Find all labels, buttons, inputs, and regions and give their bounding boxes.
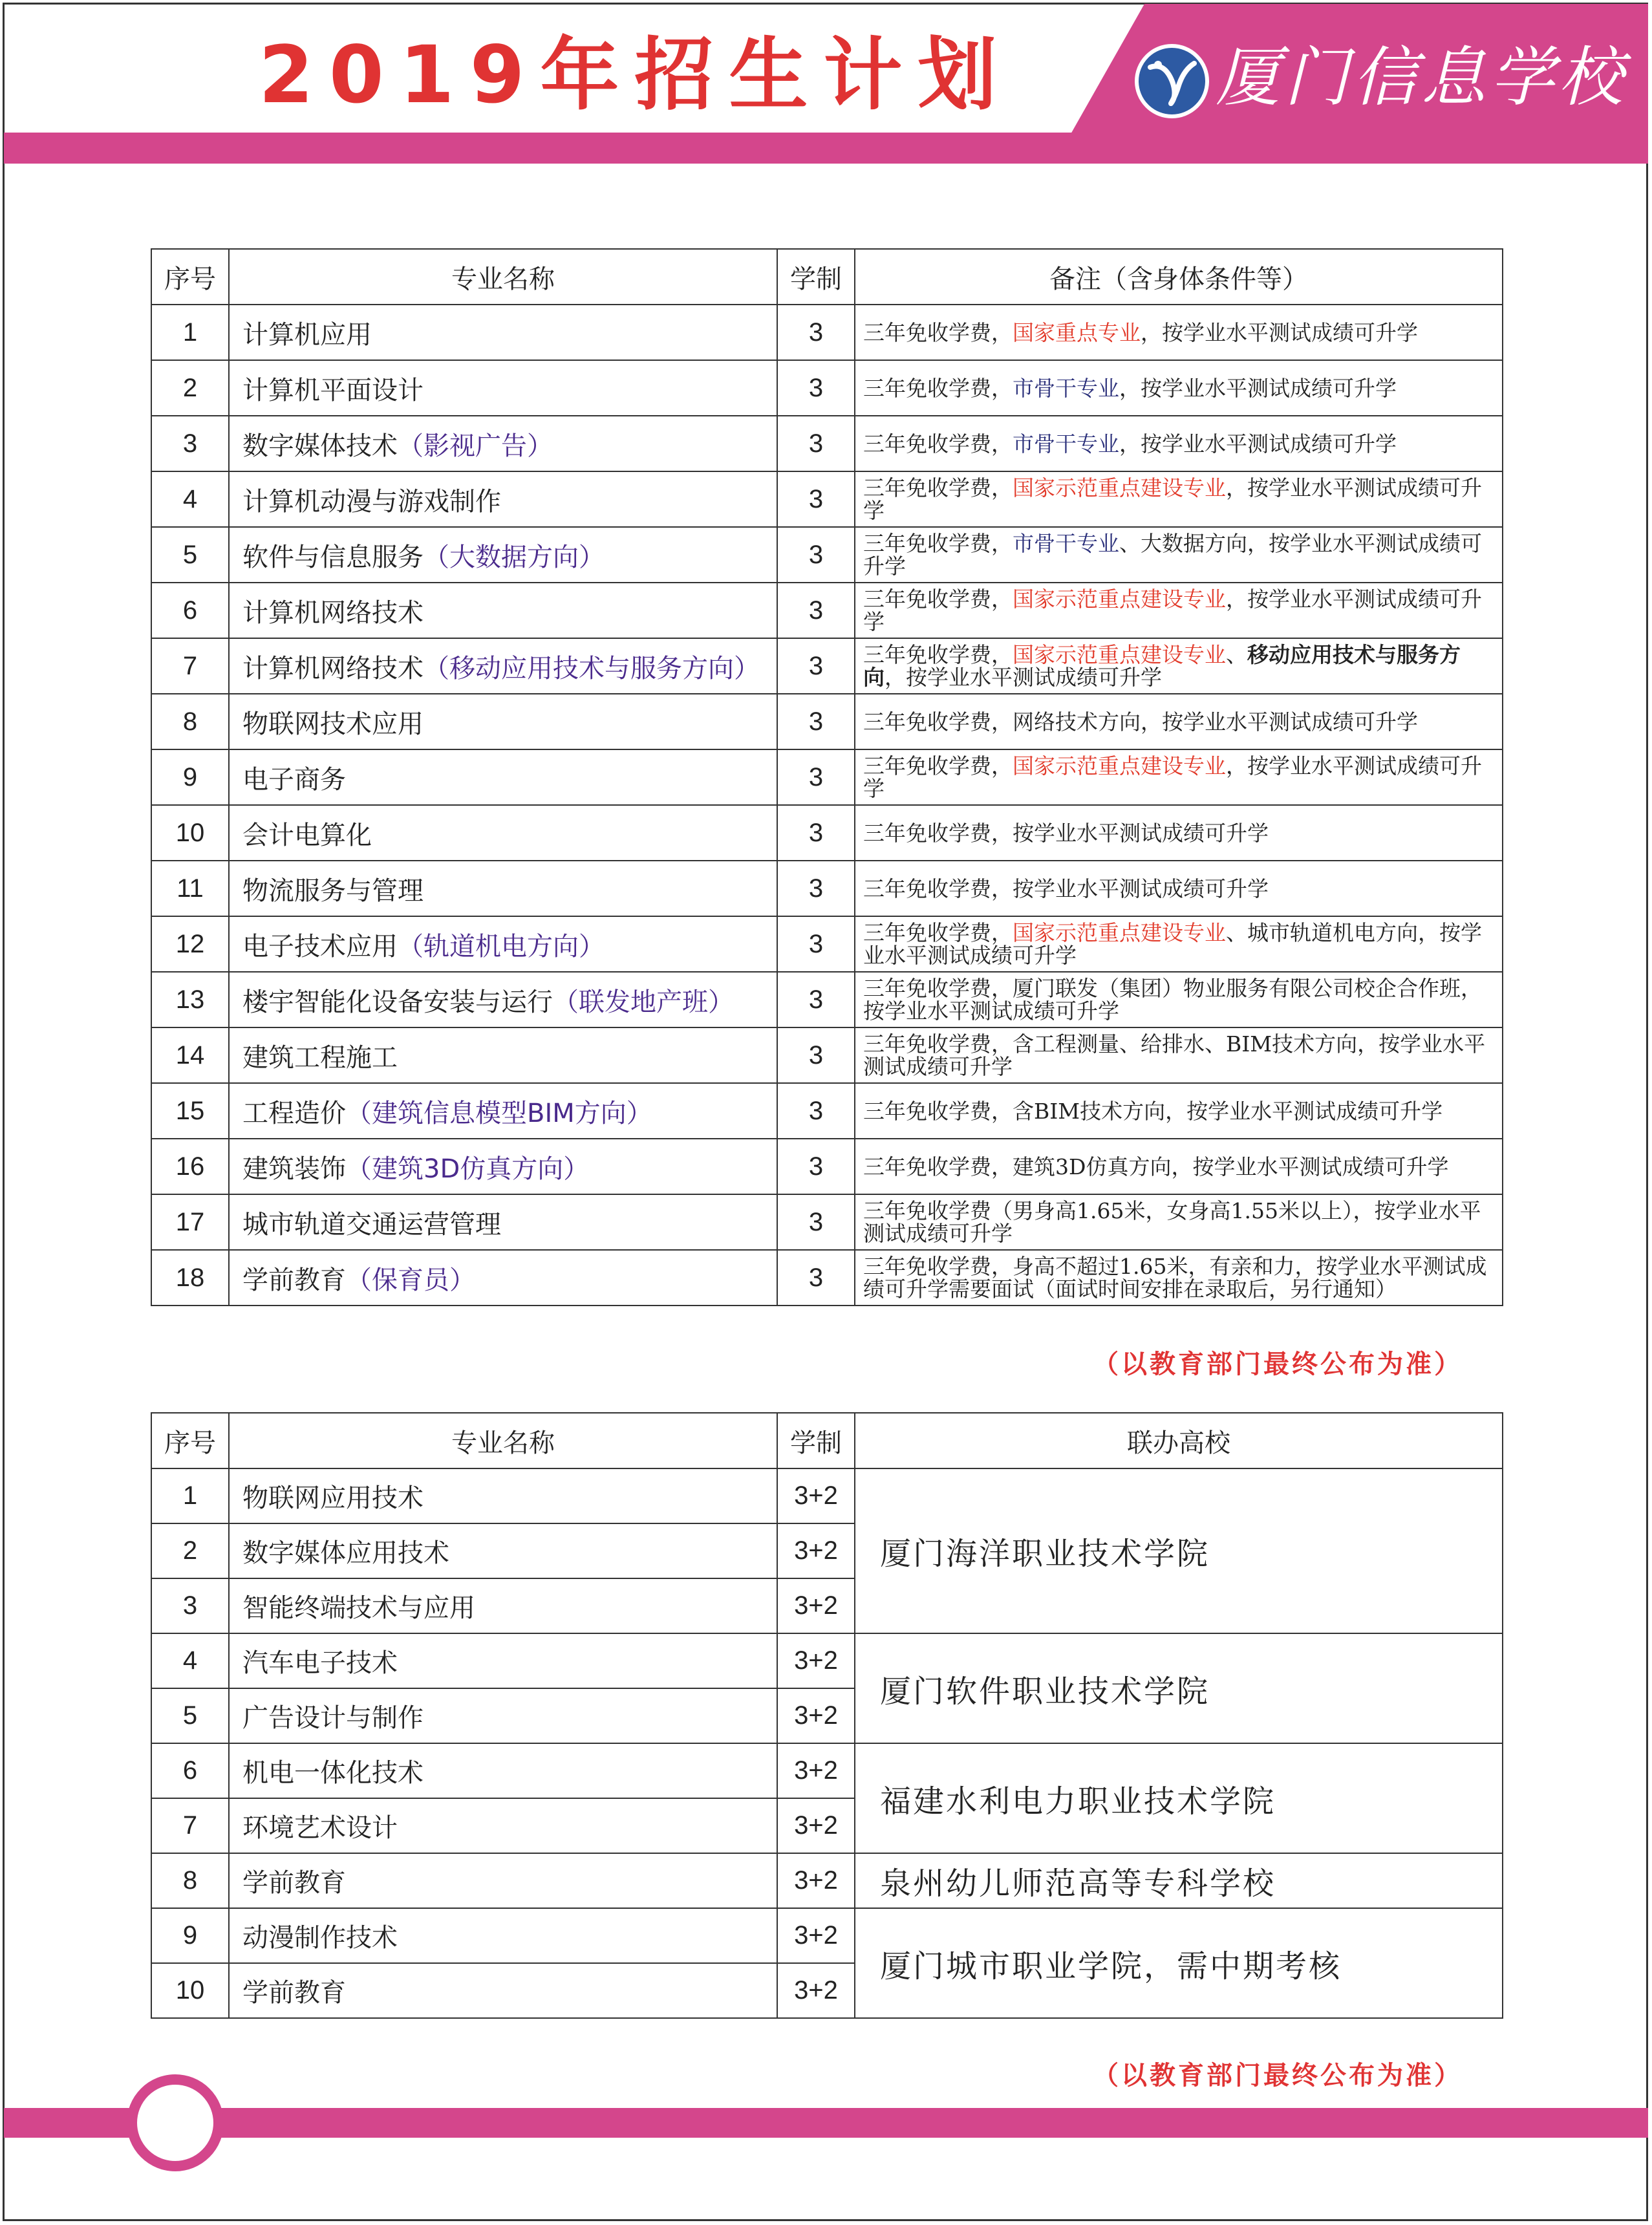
row-number: 8 <box>151 694 229 749</box>
program-name <box>229 1083 777 1139</box>
program-direction: （轨道机电方向） <box>398 931 605 962</box>
duration: 3 <box>777 471 855 527</box>
remarks <box>855 305 1503 360</box>
duration: 3 <box>777 360 855 416</box>
row-number: 3 <box>151 416 229 471</box>
program-direction: （建筑3D仿真方向） <box>346 1154 590 1184</box>
duration: 3 <box>777 1250 855 1306</box>
disclaimer-note: （以教育部门最终公布为准） <box>1093 2061 1463 2091</box>
disclaimer-note: （以教育部门最终公布为准） <box>1093 1349 1463 1379</box>
row-number: 7 <box>151 638 229 694</box>
remark-segment: 三年免收学费，含工程测量、给排水、BIM技术方向，按学业水平测试成绩可升学 <box>863 1031 1486 1079</box>
row-number: 16 <box>151 1139 229 1194</box>
program-name-text: 物流服务与管理 <box>242 876 424 906</box>
remark-segment: 三年免收学费， <box>863 642 1013 667</box>
row-number: 8 <box>151 1853 229 1908</box>
remark-segment: 三年免收学费，建筑3D仿真方向，按学业水平测试成绩可升学 <box>863 1154 1449 1179</box>
table-row <box>151 805 1503 861</box>
program-name <box>229 805 777 861</box>
table-row <box>151 1027 1503 1083</box>
remark-segment: 国家示范重点建设专业 <box>1013 920 1226 945</box>
partner-college: 福建水利电力职业技术学院 <box>855 1743 1503 1853</box>
table-row <box>151 1908 1503 1963</box>
partner-college: 泉州幼儿师范高等专科学校 <box>855 1853 1503 1908</box>
program-name-text: 学前教育 <box>242 1265 346 1295</box>
duration: 3 <box>777 638 855 694</box>
header-cell: 学制 <box>777 1413 855 1468</box>
program-name-text: 软件与信息服务 <box>242 542 424 572</box>
table-row <box>151 694 1503 749</box>
program-name-text: 建筑装饰 <box>242 1154 346 1184</box>
header-cell: 学制 <box>777 249 855 305</box>
header-cell: 序号 <box>151 1413 229 1468</box>
program-name <box>229 749 777 805</box>
header-cell: 专业名称 <box>229 1413 777 1468</box>
table-header-row <box>151 249 1503 305</box>
remark-segment: 三年免收学费， <box>863 586 1013 612</box>
remarks <box>855 1083 1503 1139</box>
remark-segment: 三年免收学费，厦门联发（集团）物业服务有限公司校企合作班，按学业水平测试成绩可升学 <box>863 976 1482 1024</box>
footer-ring-icon <box>127 2074 224 2171</box>
duration: 3 <box>777 1194 855 1250</box>
remark-segment: 三年免收学费， <box>863 531 1013 556</box>
row-number: 1 <box>151 305 229 360</box>
program-name <box>229 694 777 749</box>
duration: 3 <box>777 749 855 805</box>
program-direction: （建筑信息模型BIM方向） <box>346 1098 652 1128</box>
row-number: 1 <box>151 1468 229 1523</box>
remark-segment: 国家示范重点建设专业 <box>1013 586 1226 612</box>
remarks <box>855 360 1503 416</box>
table-row <box>151 305 1503 360</box>
program-name <box>229 1250 777 1306</box>
program-direction: （移动应用技术与服务方向） <box>424 653 760 683</box>
table-row <box>151 1139 1503 1194</box>
program-name <box>229 1194 777 1250</box>
program-name: 机电一体化技术 <box>229 1743 777 1798</box>
remark-segment: 三年免收学费，含BIM技术方向，按学业水平测试成绩可升学 <box>863 1098 1443 1124</box>
table-row <box>151 916 1503 972</box>
remarks <box>855 1139 1503 1194</box>
duration: 3+2 <box>777 1798 855 1853</box>
remark-segment: ，按学业水平测试成绩可升学 <box>863 586 1482 634</box>
duration: 3 <box>777 583 855 638</box>
table-row <box>151 1743 1503 1798</box>
program-direction: （影视广告） <box>398 431 553 461</box>
duration: 3 <box>777 972 855 1027</box>
duration: 3+2 <box>777 1523 855 1578</box>
program-name <box>229 527 777 583</box>
remark-segment: 三年免收学费， <box>863 319 1013 345</box>
partner-college: 厦门软件职业技术学院 <box>855 1633 1503 1743</box>
table-row <box>151 1250 1503 1306</box>
remark-segment: 三年免收学费， <box>863 431 1013 457</box>
table-row <box>151 1194 1503 1250</box>
row-number: 7 <box>151 1798 229 1853</box>
remarks <box>855 527 1503 583</box>
row-number: 4 <box>151 1633 229 1688</box>
remarks <box>855 583 1503 638</box>
duration: 3+2 <box>777 1908 855 1963</box>
table-row <box>151 749 1503 805</box>
program-name-text: 工程造价 <box>242 1098 346 1128</box>
remark-segment: 三年免收学费， <box>863 475 1013 500</box>
table-row <box>151 360 1503 416</box>
remark-segment: 、 <box>1226 642 1247 667</box>
remark-segment: 三年免收学费，身高不超过1.65米，有亲和力，按学业水平测试成绩可升学需要面试（面试时间安排在录取后，另行通知） <box>863 1254 1487 1302</box>
duration: 3+2 <box>777 1578 855 1633</box>
program-direction: （联发地产班） <box>553 987 734 1017</box>
remarks <box>855 1250 1503 1306</box>
program-name: 学前教育 <box>229 1853 777 1908</box>
table-row <box>151 471 1503 527</box>
program-name-text: 计算机网络技术 <box>242 597 424 628</box>
program-name <box>229 471 777 527</box>
remark-segment: ，按学业水平测试成绩可升学 <box>1119 431 1397 457</box>
row-number: 2 <box>151 1523 229 1578</box>
program-name: 数字媒体应用技术 <box>229 1523 777 1578</box>
program-name-text: 物联网技术应用 <box>242 709 424 739</box>
program-name <box>229 916 777 972</box>
row-number: 4 <box>151 471 229 527</box>
remark-segment: 国家示范重点建设专业 <box>1013 475 1226 500</box>
school-name: 厦门信息学校 <box>1216 39 1627 115</box>
remarks <box>855 471 1503 527</box>
program-direction: （保育员） <box>346 1265 475 1295</box>
program-name <box>229 360 777 416</box>
remark-segment: 国家示范重点建设专业 <box>1013 753 1226 779</box>
program-name-text: 会计电算化 <box>242 820 372 850</box>
program-name-text: 电子技术应用 <box>242 931 398 962</box>
program-name: 智能终端技术与应用 <box>229 1578 777 1633</box>
remark-segment: 三年免收学费， <box>863 375 1013 401</box>
remark-segment: 三年免收学费，按学业水平测试成绩可升学 <box>863 876 1269 901</box>
remarks <box>855 972 1503 1027</box>
school-logo-icon <box>1135 44 1209 118</box>
page-title: 2019年招生计划 <box>259 29 1013 121</box>
remark-segment: 三年免收学费（男身高1.65米，女身高1.55米以上），按学业水平测试成绩可升学 <box>863 1198 1481 1246</box>
row-number: 12 <box>151 916 229 972</box>
table-row <box>151 638 1503 694</box>
table-row <box>151 583 1503 638</box>
table-row <box>151 1083 1503 1139</box>
program-name-text: 计算机动漫与游戏制作 <box>242 486 501 517</box>
table-row <box>151 527 1503 583</box>
program-name: 广告设计与制作 <box>229 1688 777 1743</box>
row-number: 10 <box>151 1963 229 2018</box>
remark-segment: ，按学业水平测试成绩可升学 <box>885 665 1162 690</box>
row-number: 15 <box>151 1083 229 1139</box>
table-row <box>151 1633 1503 1688</box>
duration: 3 <box>777 1027 855 1083</box>
enrollment-plan-table <box>151 248 1503 1306</box>
program-name <box>229 1027 777 1083</box>
remark-segment: ，按学业水平测试成绩可升学 <box>863 753 1482 801</box>
duration: 3+2 <box>777 1688 855 1743</box>
row-number: 6 <box>151 583 229 638</box>
remark-segment: 国家重点专业 <box>1013 319 1141 345</box>
row-number: 3 <box>151 1578 229 1633</box>
row-number: 9 <box>151 1908 229 1963</box>
remark-segment: 市骨干专业 <box>1013 431 1119 457</box>
program-name <box>229 638 777 694</box>
program-name-text: 数字媒体技术 <box>242 431 398 461</box>
duration: 3 <box>777 694 855 749</box>
table-row <box>151 1468 1503 1523</box>
footer-bar <box>4 2108 1648 2138</box>
program-name: 动漫制作技术 <box>229 1908 777 1963</box>
duration: 3+2 <box>777 1853 855 1908</box>
duration: 3 <box>777 916 855 972</box>
program-direction: （大数据方向） <box>424 542 605 572</box>
remark-segment: 、大数据方向，按学业水平测试成绩可升学 <box>863 531 1482 579</box>
duration: 3 <box>777 861 855 916</box>
remarks <box>855 805 1503 861</box>
table-row <box>151 1853 1503 1908</box>
program-name-text: 计算机应用 <box>242 319 372 350</box>
row-number: 11 <box>151 861 229 916</box>
remark-segment: 移动应用技术与服务方向 <box>863 642 1461 690</box>
remark-segment: ，按学业水平测试成绩可升学 <box>1141 319 1418 345</box>
table-row <box>151 416 1503 471</box>
remark-segment: 国家示范重点建设专业 <box>1013 642 1226 667</box>
row-number: 18 <box>151 1250 229 1306</box>
duration: 3 <box>777 1139 855 1194</box>
program-name-text: 计算机网络技术 <box>242 653 424 683</box>
partner-college: 厦门城市职业学院，需中期考核 <box>855 1908 1503 2018</box>
duration: 3 <box>777 416 855 471</box>
program-name-text: 建筑工程施工 <box>242 1042 398 1073</box>
duration: 3 <box>777 805 855 861</box>
program-name: 学前教育 <box>229 1963 777 2018</box>
row-number: 13 <box>151 972 229 1027</box>
remark-segment: ，按学业水平测试成绩可升学 <box>1119 375 1397 401</box>
row-number: 9 <box>151 749 229 805</box>
program-name <box>229 861 777 916</box>
remarks <box>855 694 1503 749</box>
header-cell: 序号 <box>151 249 229 305</box>
header-cell: 联办高校 <box>855 1413 1503 1468</box>
duration: 3 <box>777 305 855 360</box>
joint-program-table <box>151 1412 1503 2019</box>
program-name <box>229 972 777 1027</box>
table-row <box>151 972 1503 1027</box>
program-name <box>229 305 777 360</box>
program-name: 汽车电子技术 <box>229 1633 777 1688</box>
remarks <box>855 749 1503 805</box>
duration: 3+2 <box>777 1633 855 1688</box>
remark-segment: 三年免收学费， <box>863 753 1013 779</box>
remark-segment: ，按学业水平测试成绩可升学 <box>863 475 1482 523</box>
partner-college: 厦门海洋职业技术学院 <box>855 1468 1503 1633</box>
remarks <box>855 638 1503 694</box>
row-number: 6 <box>151 1743 229 1798</box>
remark-segment: 市骨干专业 <box>1013 375 1119 401</box>
remarks <box>855 1027 1503 1083</box>
remark-segment: 三年免收学费，按学业水平测试成绩可升学 <box>863 820 1269 846</box>
program-name-text: 电子商务 <box>242 764 346 795</box>
program-name: 物联网应用技术 <box>229 1468 777 1523</box>
program-name-text: 城市轨道交通运营管理 <box>242 1209 501 1240</box>
row-number: 5 <box>151 1688 229 1743</box>
remarks <box>855 416 1503 471</box>
duration: 3 <box>777 1083 855 1139</box>
remarks <box>855 861 1503 916</box>
row-number: 17 <box>151 1194 229 1250</box>
duration: 3+2 <box>777 1963 855 2018</box>
row-number: 10 <box>151 805 229 861</box>
remark-segment: 市骨干专业 <box>1013 531 1119 556</box>
program-name-text: 计算机平面设计 <box>242 375 424 405</box>
remark-segment: 三年免收学费，网络技术方向，按学业水平测试成绩可升学 <box>863 709 1418 735</box>
program-name: 环境艺术设计 <box>229 1798 777 1853</box>
header-cell: 备注（含身体条件等） <box>855 249 1503 305</box>
program-name <box>229 416 777 471</box>
program-name <box>229 1139 777 1194</box>
row-number: 5 <box>151 527 229 583</box>
remark-segment: 、城市轨道机电方向，按学业水平测试成绩可升学 <box>863 920 1482 968</box>
duration: 3 <box>777 527 855 583</box>
duration: 3+2 <box>777 1743 855 1798</box>
remark-segment: 三年免收学费， <box>863 920 1013 945</box>
row-number: 2 <box>151 360 229 416</box>
duration: 3+2 <box>777 1468 855 1523</box>
header-cell: 专业名称 <box>229 249 777 305</box>
row-number: 14 <box>151 1027 229 1083</box>
remarks <box>855 916 1503 972</box>
program-name <box>229 583 777 638</box>
table-row <box>151 861 1503 916</box>
table-header-row <box>151 1413 1503 1468</box>
program-name-text: 楼宇智能化设备安装与运行 <box>242 987 553 1017</box>
remarks <box>855 1194 1503 1250</box>
